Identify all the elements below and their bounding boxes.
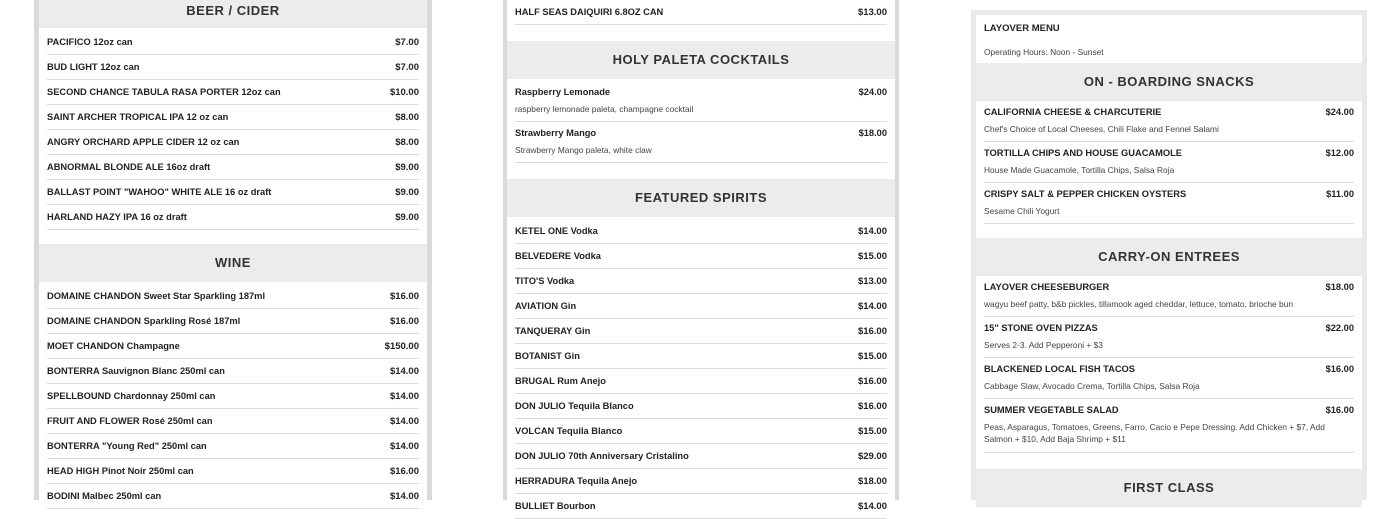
item-name: HERRADURA Tequila Anejo bbox=[515, 476, 638, 486]
item-name: BULLIET Bourbon bbox=[515, 501, 596, 511]
item-name: AVIATION Gin bbox=[515, 301, 577, 311]
item-price: $18.00 bbox=[1325, 282, 1354, 292]
list-item bbox=[47, 334, 419, 359]
item-name: BELVEDERE Vodka bbox=[515, 251, 601, 261]
list-item bbox=[984, 317, 1354, 358]
item-name: Strawberry Mango bbox=[515, 128, 597, 138]
item-name: CALIFORNIA CHEESE & CHARCUTERIE bbox=[984, 107, 1162, 117]
item-price: $15.00 bbox=[857, 250, 887, 262]
item-price: $14.00 bbox=[857, 300, 887, 312]
item-detail: Vodka bbox=[570, 226, 598, 236]
spirit-list bbox=[507, 217, 895, 519]
item-detail: Pinot Noir 250ml can bbox=[101, 466, 194, 476]
item-price: $16.00 bbox=[1325, 405, 1354, 415]
item-name: TITO'S Vodka bbox=[515, 276, 575, 286]
item-detail: Chardonnay 250ml can bbox=[113, 391, 216, 401]
item-price: $24.00 bbox=[1325, 107, 1354, 117]
item-detail: Tequila Anejo bbox=[577, 476, 638, 486]
entree-list bbox=[976, 276, 1362, 469]
food-menu-panel bbox=[971, 10, 1367, 500]
item-price: $24.00 bbox=[858, 87, 887, 97]
item-name: BALLAST POINT "WAHOO" WHITE ALE 16 oz draft bbox=[47, 187, 272, 197]
item-price: $15.00 bbox=[857, 350, 887, 362]
item-name: PACIFICO 12oz can bbox=[47, 37, 133, 47]
item-name: ANGRY ORCHARD APPLE CIDER 12 oz can bbox=[47, 137, 240, 147]
list-item bbox=[515, 319, 887, 344]
list-item bbox=[515, 81, 887, 122]
menu-header bbox=[976, 15, 1362, 63]
item-price: $16.00 bbox=[1325, 364, 1354, 374]
menu-title: LAYOVER MENU bbox=[984, 23, 1060, 34]
list-item bbox=[984, 276, 1354, 317]
item-name: BOTANIST Gin bbox=[515, 351, 580, 361]
item-name: SECOND CHANCE TABULA RASA PORTER 12oz can bbox=[47, 87, 281, 97]
item-name: FRUIT AND FLOWER Rosé 250ml can bbox=[47, 416, 213, 426]
item-name: VOLCAN Tequila Blanco bbox=[515, 426, 623, 436]
item-price: $14.00 bbox=[389, 490, 419, 502]
item-detail: Bourbon bbox=[556, 501, 596, 511]
item-description: Sesame Chili Yogurt bbox=[984, 206, 1060, 216]
item-price: $9.00 bbox=[395, 161, 419, 173]
item-name: CRISPY SALT & PEPPER CHICKEN OYSTERS bbox=[984, 189, 1187, 199]
item-name: TANQUERAY Gin bbox=[515, 326, 591, 336]
item-detail: Malbec 250ml can bbox=[82, 491, 162, 501]
item-name: ABNORMAL BLONDE ALE 16oz draft bbox=[47, 162, 211, 172]
item-detail: 12oz can bbox=[241, 87, 281, 97]
item-price: $11.00 bbox=[1326, 189, 1354, 199]
item-detail: Champagne bbox=[126, 341, 180, 351]
snack-list bbox=[976, 101, 1362, 238]
top-list bbox=[507, 0, 895, 41]
list-item bbox=[47, 180, 419, 205]
list-item bbox=[515, 394, 887, 419]
item-detail: 70th Anniversary Cristalino bbox=[568, 451, 689, 461]
item-name: DOMAINE CHANDON Sweet Star Sparkling 187ml bbox=[47, 291, 266, 301]
item-price: $12.00 bbox=[1325, 148, 1354, 158]
item-price: $18.00 bbox=[857, 475, 887, 487]
cocktails-heading: HOLY PALETA COCKTAILS bbox=[507, 41, 895, 79]
item-detail: Tequila Blanco bbox=[568, 401, 634, 411]
item-price: $16.00 bbox=[389, 465, 419, 477]
item-price: $9.00 bbox=[395, 211, 419, 223]
item-price: $9.00 bbox=[395, 186, 419, 198]
item-price: $10.00 bbox=[389, 86, 419, 98]
item-price: $14.00 bbox=[389, 390, 419, 402]
item-name: 15" STONE OVEN PIZZAS bbox=[984, 323, 1098, 333]
item-price: $7.00 bbox=[395, 61, 419, 73]
beer-wine-menu-panel bbox=[34, 0, 432, 500]
item-detail: Vodka bbox=[547, 276, 575, 286]
item-detail: Gin bbox=[574, 326, 591, 336]
list-item bbox=[984, 142, 1354, 183]
list-item bbox=[47, 484, 419, 509]
list-item bbox=[515, 244, 887, 269]
item-price: $8.00 bbox=[395, 136, 419, 148]
wine-heading: WINE bbox=[39, 244, 427, 282]
wine-list bbox=[39, 282, 427, 509]
item-detail: 12 oz can bbox=[197, 137, 240, 147]
item-name: SPELLBOUND Chardonnay 250ml can bbox=[47, 391, 216, 401]
list-item bbox=[47, 459, 419, 484]
item-name: KETEL ONE Vodka bbox=[515, 226, 598, 236]
item-price: $16.00 bbox=[389, 315, 419, 327]
item-detail: Gin bbox=[564, 351, 580, 361]
list-item bbox=[47, 105, 419, 130]
first-class-heading: FIRST CLASS bbox=[976, 469, 1362, 507]
item-name: SAINT ARCHER TROPICAL IPA 12 oz can bbox=[47, 112, 229, 122]
item-detail: 12 oz can bbox=[186, 112, 229, 122]
item-price: $16.00 bbox=[389, 290, 419, 302]
spirits-heading: FEATURED SPIRITS bbox=[507, 179, 895, 217]
item-name: DOMAINE CHANDON Sparkling Rosé 187ml bbox=[47, 316, 241, 326]
item-detail: Gin bbox=[560, 301, 577, 311]
item-price: $16.00 bbox=[857, 325, 887, 337]
item-detail: Sauvignon Blanc 250ml can bbox=[101, 366, 225, 376]
item-detail: 12oz can bbox=[93, 37, 133, 47]
item-description: Serves 2-3. Add Pepperoni + $3 bbox=[984, 340, 1103, 350]
item-price: $14.00 bbox=[389, 440, 419, 452]
list-item bbox=[515, 269, 887, 294]
list-item bbox=[47, 284, 419, 309]
item-price: $7.00 bbox=[395, 36, 419, 48]
item-detail: Sparkling Rosé 187ml bbox=[143, 316, 241, 326]
item-name: BONTERRA Sauvignon Blanc 250ml can bbox=[47, 366, 225, 376]
item-detail: Sweet Star Sparkling 187ml bbox=[143, 291, 266, 301]
item-description: House Made Guacamole, Tortilla Chips, Salsa Roja bbox=[984, 165, 1175, 175]
list-item bbox=[984, 358, 1354, 399]
list-item bbox=[515, 122, 887, 163]
item-name: BRUGAL Rum Anejo bbox=[515, 376, 606, 386]
item-price: $16.00 bbox=[857, 375, 887, 387]
item-name: TORTILLA CHIPS AND HOUSE GUACAMOLE bbox=[984, 148, 1182, 158]
item-detail: Vodka bbox=[573, 251, 601, 261]
item-description: raspberry lemonade paleta, champagne cocktail bbox=[515, 104, 694, 114]
item-detail: Tequila Blanco bbox=[556, 426, 623, 436]
item-name: SUMMER VEGETABLE SALAD bbox=[984, 405, 1119, 415]
beer-list bbox=[39, 28, 427, 244]
item-name: BLACKENED LOCAL FISH TACOS bbox=[984, 364, 1135, 374]
list-item bbox=[515, 469, 887, 494]
list-item bbox=[47, 30, 419, 55]
item-name: DON JULIO Tequila Blanco bbox=[515, 401, 634, 411]
item-name: LAYOVER CHEESEBURGER bbox=[984, 282, 1110, 292]
item-price: $18.00 bbox=[858, 128, 887, 138]
item-name: HARLAND HAZY IPA 16 oz draft bbox=[47, 212, 187, 222]
item-detail: 16oz draft bbox=[166, 162, 211, 172]
item-price: $22.00 bbox=[1325, 323, 1354, 333]
item-price: $14.00 bbox=[389, 365, 419, 377]
item-detail: "Young Red" 250ml can bbox=[101, 441, 207, 451]
item-description: Strawberry Mango paleta, white claw bbox=[515, 145, 652, 155]
item-price: $15.00 bbox=[857, 425, 887, 437]
list-item bbox=[47, 155, 419, 180]
snacks-heading: ON - BOARDING SNACKS bbox=[976, 63, 1362, 101]
item-description: Chef's Choice of Local Cheeses, Chili Flake and Fennel Salami bbox=[984, 124, 1219, 134]
list-item bbox=[515, 419, 887, 444]
item-name: BODINI Malbec 250ml can bbox=[47, 491, 162, 501]
list-item bbox=[47, 434, 419, 459]
item-detail: 12oz can bbox=[100, 62, 140, 72]
list-item bbox=[984, 183, 1354, 224]
beer-cider-heading: BEER / CIDER bbox=[39, 0, 427, 28]
item-price: $8.00 bbox=[395, 111, 419, 123]
list-item bbox=[47, 80, 419, 105]
item-description: wagyu beef patty, b&b pickles, tillamook aged cheddar, lettuce, tomato, brioche bun bbox=[984, 299, 1293, 309]
list-item bbox=[984, 399, 1354, 453]
list-item bbox=[47, 384, 419, 409]
item-price: $29.00 bbox=[857, 450, 887, 462]
item-detail: 16 oz draft bbox=[140, 212, 187, 222]
item-description: Cabbage Slaw, Avocado Crema, Tortilla Chips, Salsa Roja bbox=[984, 381, 1200, 391]
list-item bbox=[47, 359, 419, 384]
cocktail-list bbox=[507, 79, 895, 179]
item-price: $16.00 bbox=[857, 400, 887, 412]
list-item bbox=[515, 494, 887, 519]
list-item bbox=[47, 309, 419, 334]
item-price: $13.00 bbox=[857, 275, 887, 287]
item-price: $14.00 bbox=[389, 415, 419, 427]
item-name: Raspberry Lemonade bbox=[515, 87, 611, 97]
item-description: Peas, Asparagus, Tomatoes, Greens, Farro, Cacio e Pepe Dressing. Add Chicken + $7, Add Salmon + $10, Add Baja Shrimp + $11 bbox=[984, 422, 1325, 444]
operating-hours: Operating Hours: Noon - Sunset bbox=[984, 47, 1104, 57]
cocktails-spirits-panel bbox=[503, 0, 899, 512]
list-item bbox=[47, 409, 419, 434]
item-name: MOET CHANDON Champagne bbox=[47, 341, 180, 351]
item-detail: Rosé 250ml can bbox=[142, 416, 213, 426]
item-detail: 16 oz draft bbox=[224, 187, 272, 197]
item-price: $150.00 bbox=[384, 340, 419, 352]
list-item: HALF SEAS DAIQUIRI 6.8OZ CAN $13.00 bbox=[515, 0, 887, 25]
list-item bbox=[47, 130, 419, 155]
list-item bbox=[515, 344, 887, 369]
entrees-heading: CARRY-ON ENTREES bbox=[976, 238, 1362, 276]
list-item bbox=[515, 294, 887, 319]
list-item bbox=[515, 444, 887, 469]
item-price: $14.00 bbox=[857, 500, 887, 512]
item-name: BONTERRA "Young Red" 250ml can bbox=[47, 441, 207, 451]
list-item bbox=[515, 219, 887, 244]
list-item bbox=[515, 369, 887, 394]
item-name: DON JULIO 70th Anniversary Cristalino bbox=[515, 451, 689, 461]
item-detail: Rum Anejo bbox=[557, 376, 606, 386]
item-name: HEAD HIGH Pinot Noir 250ml can bbox=[47, 466, 194, 476]
item-name: BUD LIGHT 12oz can bbox=[47, 62, 140, 72]
list-item bbox=[47, 205, 419, 230]
list-item bbox=[47, 55, 419, 80]
item-price: $14.00 bbox=[857, 225, 887, 237]
list-item bbox=[984, 101, 1354, 142]
